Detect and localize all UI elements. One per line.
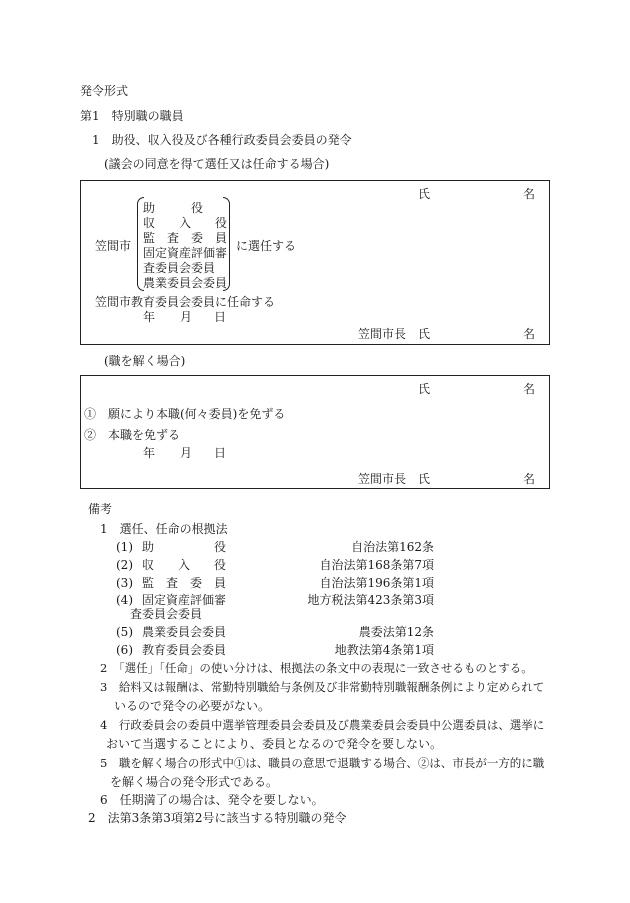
law-position: 固定資産評価審 [142,593,227,607]
mayor-label: 笠間市長 [358,327,407,341]
heading: 発令形式 [80,84,129,98]
law-no: (6) [116,643,133,657]
law-position: 教育委員会委員 [142,643,227,657]
note-6: 6 任期満了の場合は、発令を要しない。 [100,793,324,807]
date-day: 日 [214,446,227,460]
note-3-line-1: 3 給料又は報酬は、常勤特別職給与条例及び非常勤特別職報酬条例により定められて [100,680,545,694]
law-position-cont: 査委員会委員 [130,607,203,621]
law-position: 監 査 委 員 [142,576,227,590]
law-no: (2) [116,558,133,572]
education-appoint-text: 笠間市教育委員会委員に任命する [95,295,276,309]
note-3-line-2: いるので発令の必要がない。 [114,699,271,713]
law-basis: 地教法第4条第1項 [334,643,434,657]
note-2: 2 「選任」「任命」の使い分けは、根拠法の条文中の表現に一致させるものとする。 [100,661,533,675]
date-year: 年 [143,446,156,460]
law-basis: 自治法第162条 [351,540,434,554]
law-position: 助 役 [142,540,227,554]
item-1-title: 1 助役、収入役及び各種行政委員会委員の発令 [92,133,352,147]
position-item: 査委員会委員 [143,261,216,275]
mayor-label: 笠間市長 [358,472,407,486]
law-basis: 自治法第196条第1項 [319,576,434,590]
mayor-name-shi: 氏 [418,472,431,486]
dismiss-line-2: ② 本職を免ずる [84,428,181,442]
note-1: 1 選任、任命の根拠法 [100,522,228,536]
name-label-mei: 名 [523,382,536,396]
notes-title: 備考 [88,502,113,516]
date-month: 月 [180,310,193,324]
date-year: 年 [143,310,156,324]
law-no: (1) [116,540,133,554]
law-basis: 地方税法第423条第3項 [307,593,434,607]
law-no: (4) [116,593,133,607]
law-position: 収 入 役 [142,558,227,572]
position-item: 助 役 [143,201,204,215]
law-position: 農業委員会委員 [142,625,227,639]
mayor-name-mei: 名 [523,472,536,486]
law-no: (5) [116,625,133,639]
appoint-text: に選任する [236,239,297,253]
date-month: 月 [180,446,193,460]
note-5-line-2: を解く場合の発令形式である。 [110,775,279,789]
note-4-line-1: 4 行政委員会の委員中選挙管理委員会委員及び農業委員会委員中公選委員は、選挙に [100,718,545,732]
law-basis: 自治法第168条第7項 [319,558,434,572]
name-label-shi: 氏 [418,187,431,201]
item-1-sub: (議会の同意を得て選任又は任命する場合) [104,157,330,171]
mayor-name-shi: 氏 [418,327,431,341]
dismiss-line-1: ① 願により本職(何々委員)を免ずる [84,407,286,421]
item-2-title: 2 法第3条第3項第2号に該当する特別職の発令 [88,811,347,825]
name-label-mei: 名 [523,187,536,201]
city-label: 笠間市 [95,239,132,253]
position-item: 農業委員会委員 [143,276,228,290]
dismiss-label: (職を解く場合) [104,354,186,368]
law-basis: 農委法第12条 [358,625,434,639]
position-item: 収 入 役 [143,216,228,230]
law-no: (3) [116,576,133,590]
position-item: 監 査 委 員 [143,231,228,245]
note-5-line-1: 5 職を解く場合の形式中①は、職員の意思で退職する場合、②は、市長が一方的に職 [100,756,545,770]
mayor-name-mei: 名 [523,327,536,341]
position-item: 固定資産評価審 [143,246,228,260]
date-day: 日 [214,310,227,324]
section-1-title: 第1 特別職の職員 [80,109,184,123]
name-label-shi: 氏 [418,382,431,396]
note-4-line-2: おいて当選することにより、委員となるので発令を要しない。 [106,737,443,751]
